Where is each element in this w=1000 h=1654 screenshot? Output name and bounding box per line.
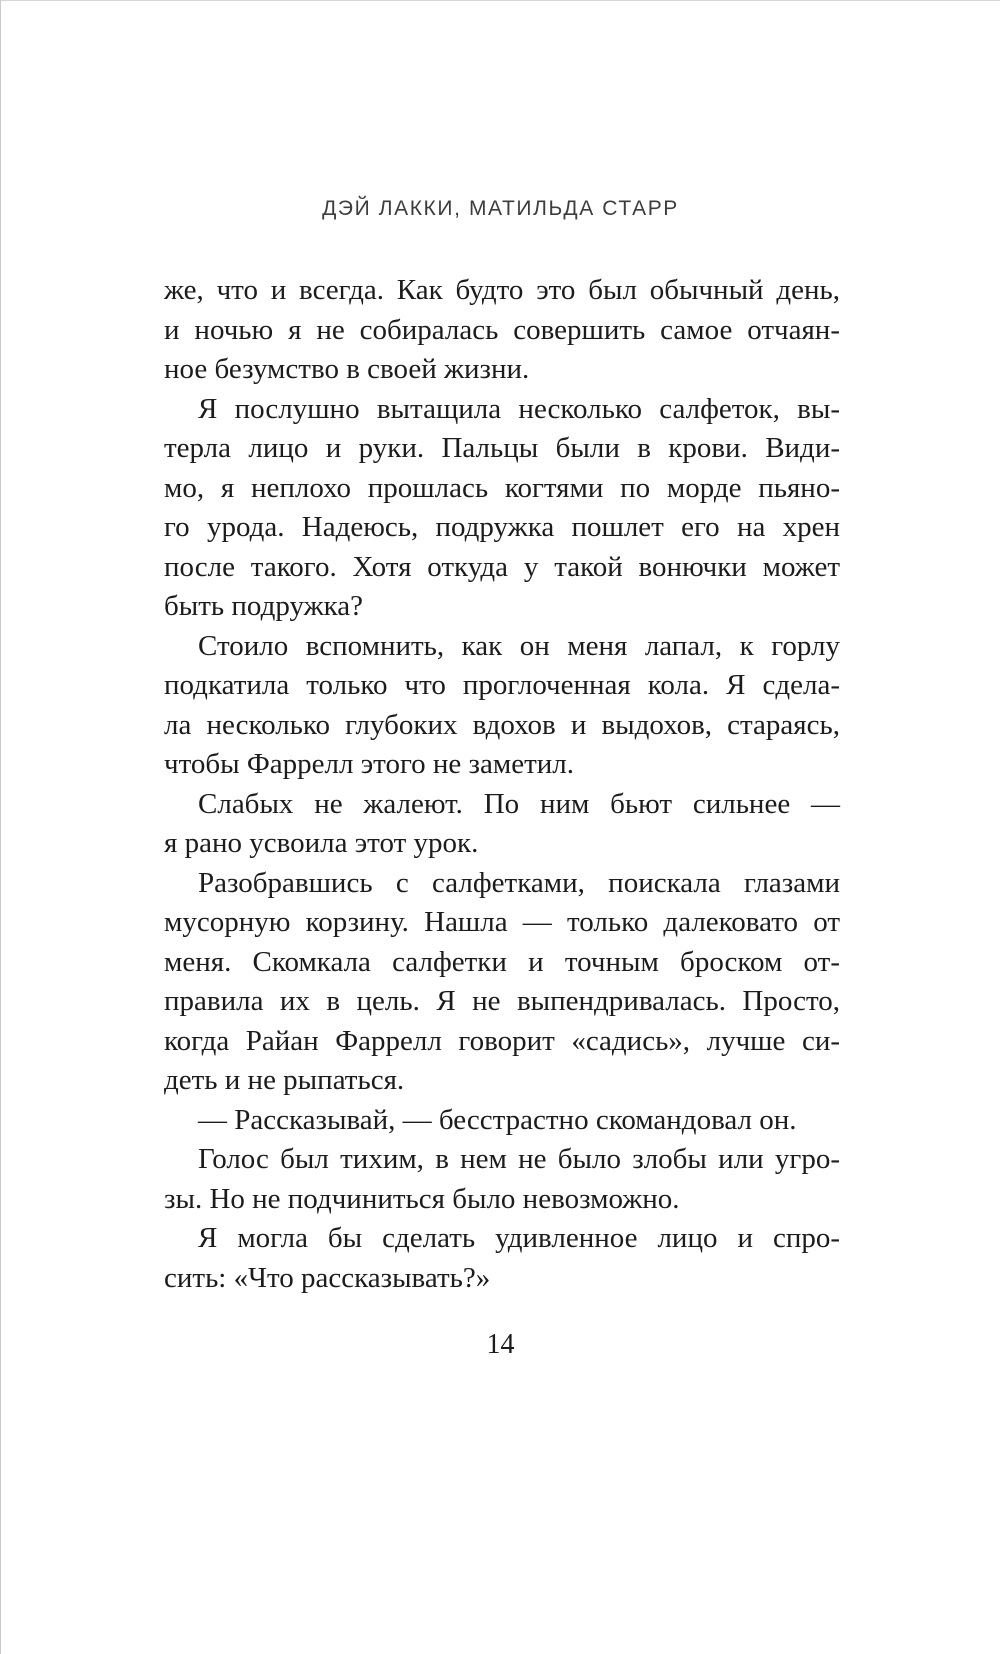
text-line: ное безумство в своей жизни.: [164, 353, 530, 385]
text-line: зы. Но не подчиниться было невозможно.: [164, 1182, 680, 1215]
text-line: после такого. Хотя откуда у такой вонючки может: [164, 550, 840, 583]
text-line: я рано усвоила этот урок.: [164, 827, 479, 859]
text-line: Я могла бы сделать удивленное лицо и спро-: [198, 1222, 840, 1254]
text-line: правила их в цель. Я не выпендривалась. Просто,: [164, 985, 840, 1017]
text-line: когда Райан Фаррелл говорит «садись», лучше си-: [164, 1024, 840, 1057]
text-line: чтобы Фаррелл этого не заметил.: [164, 748, 574, 780]
text-line: мусорную корзину. Нашла — только далековато от: [164, 906, 840, 938]
text-line: Слабых не жалеют. По ним бьют сильнее —: [198, 787, 840, 820]
paragraph: [164, 864, 840, 1101]
text-line: — Рассказывай, — бесстрастно скомандовал он.: [198, 1103, 797, 1136]
text-line: го урода. Надеюсь, подружка пошлет его на хрен: [164, 511, 840, 543]
page-body: [164, 271, 840, 1298]
text-line: Разобравшись с салфетками, поискала глазами: [198, 866, 840, 899]
text-line: меня. Скомкала салфетки и точным броском от-: [164, 945, 840, 978]
paragraph: [164, 390, 840, 627]
paragraph: [164, 627, 840, 785]
text-line: Стоило вспомнить, как он меня лапал, к горлу: [198, 629, 840, 662]
text-line: мо, я неплохо прошлась когтями по морде пьяно-: [164, 471, 840, 504]
text-line: подкатила только что проглоченная кола. Я сдела-: [164, 669, 840, 701]
text-line: Голос был тихим, в нем не было злобы или угро-: [198, 1143, 840, 1175]
paragraph: [164, 1140, 840, 1219]
text-line: Я послушно вытащила несколько салфеток, вы-: [198, 392, 840, 425]
page-number: 14: [486, 1329, 515, 1360]
text-line: терла лицо и руки. Пальцы были в крови. Види-: [164, 432, 840, 464]
paragraph: [164, 271, 840, 390]
text-line: же, что и всегда. Как будто это был обычный день,: [164, 274, 840, 306]
running-header: ДЭЙ ЛАККИ, МАТИЛЬДА СТАРР: [322, 197, 679, 220]
paragraph: [164, 1101, 840, 1141]
text-line: быть подружка?: [164, 590, 363, 622]
text-line: ла несколько глубоких вдохов и выдохов, стараясь,: [164, 708, 840, 741]
paragraph: [164, 1219, 840, 1298]
text-line: сить: «Что рассказывать?»: [164, 1261, 491, 1294]
text-line: деть и не рыпаться.: [164, 1064, 405, 1096]
text-line: и ночью я не собиралась совершить самое отчаян-: [164, 313, 840, 346]
paragraph: [164, 785, 840, 864]
